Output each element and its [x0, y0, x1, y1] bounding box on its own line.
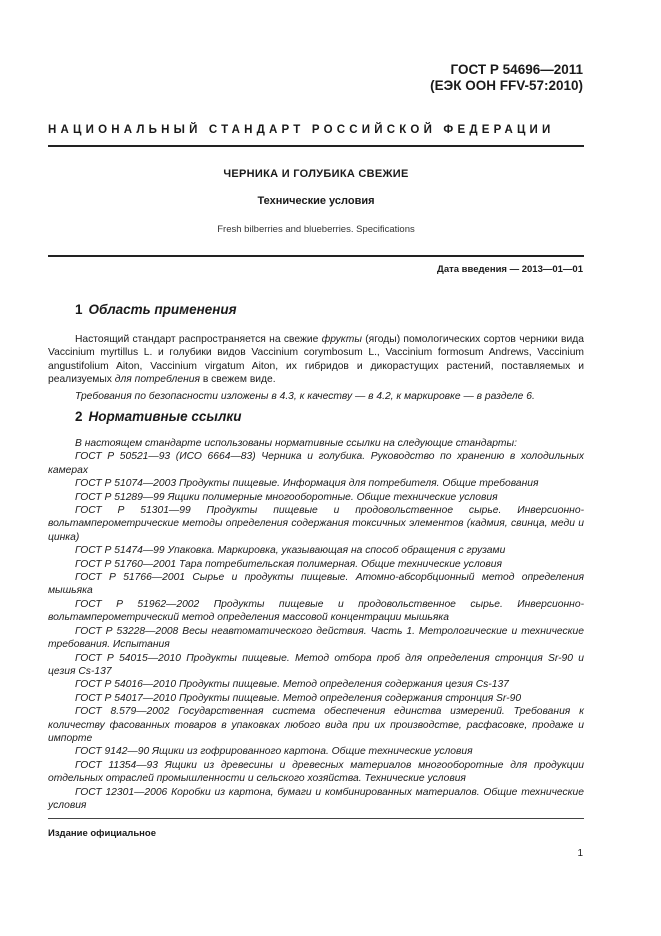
reference-item: ГОСТ Р 54016—2010 Продукты пищевые. Метод определения содержания цезия Cs-137 — [75, 679, 509, 691]
section-2-body — [48, 437, 584, 812]
document-title: ЧЕРНИКА И ГОЛУБИКА СВЕЖИЕ — [223, 168, 409, 180]
section-1-body — [48, 333, 584, 403]
footer-divider — [48, 818, 584, 819]
official-edition-label: Издание официальное — [48, 828, 156, 839]
title-divider — [48, 255, 584, 257]
scope-paragraph: Настоящий стандарт распространяется на свежие фрукты (ягоды) помологических сортов черники вида Vaccinium myrtillus L. и голубики видов Vaccinium corymbosum L., Vaccinium formosum Andrews, Vaccinium angustifolium Aiton, Vaccinium virgatum Aiton, их гибридов и дикорастущих растений, поставляемых и реализуемых для потребления в свежем виде. — [48, 334, 584, 386]
reference-item: ГОСТ Р 51074—2003 Продукты пищевые. Информация для потребителя. Общие требования — [75, 478, 539, 490]
standard-code-line1: ГОСТ Р 54696—2011 — [450, 62, 583, 77]
english-title: Fresh bilberries and blueberries. Specifications — [217, 224, 415, 235]
national-standard-banner: НАЦИОНАЛЬНЫЙ СТАНДАРТ РОССИЙСКОЙ ФЕДЕРАЦИИ — [48, 124, 555, 136]
section-2-title: Нормативные ссылки — [88, 409, 242, 424]
reference-item: ГОСТ Р 54015—2010 Продукты пищевые. Метод отбора проб для определения стронция Sr-90 и цезия Cs-137 — [48, 652, 584, 677]
section-2-heading — [75, 409, 241, 424]
reference-item: ГОСТ Р 51760—2001 Тара потребительская полимерная. Общие технические условия — [75, 558, 502, 570]
reference-item: ГОСТ 8.579—2002 Государственная система обеспечения единства измерений. Требования к количеству фасованных товаров в упаковках любого вида при их производстве, расфасовке, продаже и импорте — [48, 706, 584, 744]
section-1-heading — [75, 302, 237, 317]
section-1-number: 1 — [75, 302, 83, 317]
reference-item: ГОСТ Р 51962—2002 Продукты пищевые и продовольственное сырье. Инверсионно-вольтамперометрический метод определения массовой концентрации мышьяка — [48, 598, 584, 624]
reference-item: ГОСТ Р 53228—2008 Весы неавтоматического действия. Часть 1. Метрологические и технические требования. Испытания — [48, 625, 584, 651]
top-divider — [48, 145, 584, 147]
reference-item: ГОСТ Р 54017—2010 Продукты пищевые. Метод определения содержания стронция Sr-90 — [75, 692, 522, 704]
references-intro: В настоящем стандарте использованы нормативные ссылки на следующие стандарты: — [75, 438, 517, 449]
reference-item: ГОСТ Р 51766—2001 Сырье и продукты пищевые. Атомно-абсорбционный метод определения мышьяка — [48, 572, 584, 597]
standard-code-line2: (ЕЭК ООН FFV-57:2010) — [430, 78, 583, 93]
standard-code — [430, 62, 583, 94]
reference-item: ГОСТ Р 50521—93 (ИСО 6664—83) Черника и голубика. Руководство по хранению в холодильных камерах — [48, 451, 584, 476]
reference-item: ГОСТ Р 51289—99 Ящики полимерные многооборотные. Общие технические условия — [75, 491, 498, 503]
safety-requirements-paragraph: Требования по безопасности изложены в 4.3, к качеству — в 4.2, к маркировке — в разделе 6. — [75, 390, 535, 402]
reference-item: ГОСТ Р 51474—99 Упаковка. Маркировка, указывающая на способ обращения с грузами — [75, 545, 506, 557]
reference-item: ГОСТ Р 51301—99 Продукты пищевые и продовольственное сырье. Инверсионно-вольтамперометрические методы определения содержания токсичных элементов (кадмия, свинца, меди и цинка) — [48, 505, 584, 543]
introduction-date: Дата введения — 2013—01—01 — [437, 264, 583, 275]
reference-item: ГОСТ 12301—2006 Коробки из картона, бумаги и комбинированных материалов. Общие технические условия — [48, 786, 584, 811]
section-1-title: Область применения — [88, 302, 237, 317]
reference-item: ГОСТ 11354—93 Ящики из древесины и древесных материалов многооборотные для продукции отдельных отраслей промышленности и сельского хозяйства. Технические условия — [48, 759, 584, 785]
reference-item: ГОСТ 9142—90 Ящики из гофрированного картона. Общие технические условия — [75, 746, 473, 758]
page-number: 1 — [577, 848, 583, 859]
section-2-number: 2 — [75, 409, 83, 424]
document-subtitle: Технические условия — [257, 195, 375, 207]
